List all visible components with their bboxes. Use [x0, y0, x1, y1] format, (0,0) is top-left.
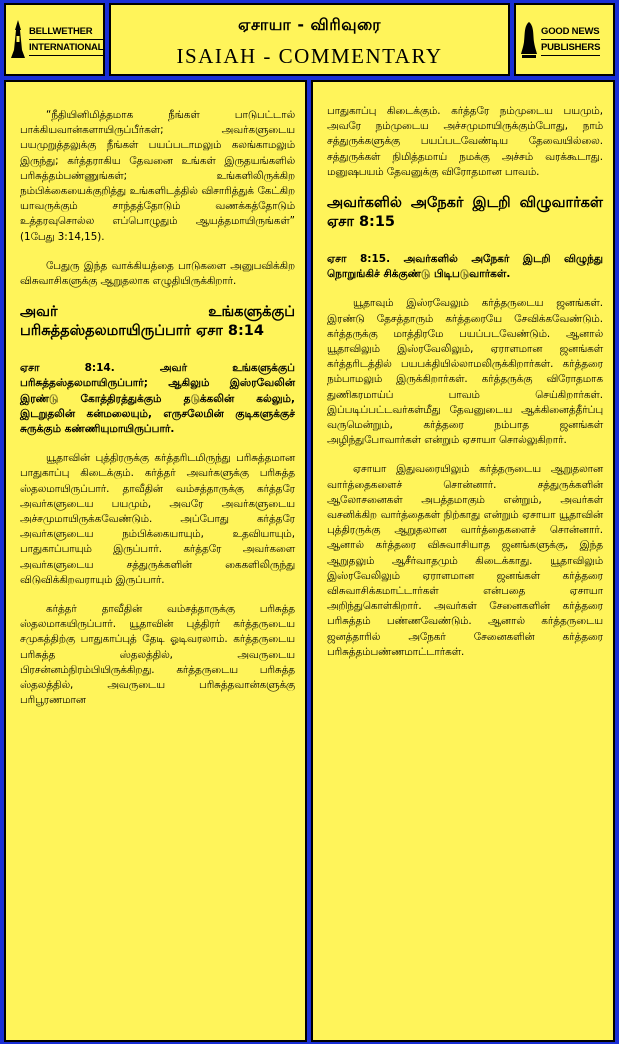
section-heading-8-14: அவர் உங்களுக்குப் பரிசுத்தஸ்தலமாயிருப்பார் ஏசா 8:14: [20, 304, 295, 340]
page-header: [109, 3, 510, 76]
commentary-paragraph: யூதாவின் புத்திரருக்கு கர்த்தரிடமிருந்து பரிசுத்தமான பாதுகாப்பு கிடைக்கும். கர்த்தர் அவர்களுக்கு பரிசுத்த ஸ்தலமாயிருப்பார். தாவீதின் வம்சத்தாருக்கு கர்த்தரே அவர்களுடைய பயமும், அவரே அவர்களுடைய அச்சமுமாயிருக்கவேண்டும். அப்போது கர்த்தரே அவர்களுடைய நம்பிக்கையாயும், உதவியாயும், பாதுகாப்பாயும் இருப்பார். கர்த்தரே அவர்களை அவர்களுடைய சத்துருக்களின் கைகளிலிருந்து விடுவிக்கிறவராயும் இருப்பார்.: [20, 452, 295, 586]
logo-right-line2: PUBLISHERS: [541, 40, 600, 56]
commentary-paragraph: ஏசாயா இதுவரையிலும் கர்த்தருடைய ஆறுதலான வார்த்தைகளைச் சொன்னார். சத்துருக்களின் ஆலோசனைகள் அபத்தமாகும் என்றும், அவர்கள் வசனிக்கிற வார்த்தைகள் நிற்காது என்றும் ஏசாயா யூதாவின் புத்திரருக்கு ஆறுதலான வார்த்தைகளைச் சொன்னார். ஆனால் கர்த்தரை விசுவாசியாத ஜனங்களுக்கு, இந்த ஆறுதலும் ஆசீர்வாதமும் கிடைக்காது. யூதாவிலும் இஸ்ரவேலிலும் ஏராளமான ஜனங்கள் கர்த்தரை விசுவாசிக்கமாட்டார்கள் என்பதை ஏசாயா அறிந்துகொள்கிறார். அவர்கள் சேனைகளின் கர்த்தரை பரிசுத்தம் பண்ணவேண்டும். ஆனால் கர்த்தருடைய ஜனத்தாரில் அநேகர் சேனைகளின் கர்த்தரை பரிசுத்தம்பண்ணமாட்டார்கள்.: [327, 463, 603, 658]
commentary-paragraph: கர்த்தர் தாவீதின் வம்சத்தாருக்கு பரிசுத்த ஸ்தலமாகயிருப்பார். யூதாவின் புத்திரர் கர்த்தருடைய சமுகத்திற்கு பாதுகாப்புத் தேடி ஓடிவரலாம். கர்த்தருடைய பரிசுத்த ஸ்தலத்தில், அவருடைய பிரசன்னம்நிரம்பியிருக்கிறது. கர்த்தருடைய பரிசுத்த ஸ்தலத்தில், அவருடைய பரிசுத்தவான்களுக்கு பரிபூரணமான: [20, 603, 295, 707]
bell-icon: [520, 20, 538, 60]
section-heading-8-15: அவர்களில் அநேகர் இடறி விழுவார்கள் ஏசா 8:15: [327, 195, 603, 231]
logo-left-line2: INTERNATIONAL: [29, 40, 103, 56]
commentary-paragraph: யூதாவும் இஸ்ரவேலும் கர்த்தருடைய ஜனங்கள். இரண்டு தேசத்தாரும் கர்த்தரையே சேவிக்கவேண்டும். கர்த்தருக்கு மாத்திரமே பயப்படவேண்டும். ஆனால் யூதாவிலும் இஸ்ரவேலிலும், ஏராளமான ஜனங்கள் கர்த்தரிடத்தில் பயபக்தியில்லாமலிருக்கிறார்கள். கர்த்தரை நம்பாமலும் இருக்கிறார்கள். கர்த்தருக்கு விரோதமாக துணிகரமாய்ப் பாவம் செய்கிறார்கள். இப்படிப்பட்டவர்கள்மீது தேவனுடைய ஆக்கினைத்தீர்ப்பு வருமென்றும், கர்த்தரை நம்பாத ஜனங்கள் அழிந்துபோவார்கள் என்றும் ஏசாயா சொல்லுகிறார்.: [327, 297, 603, 447]
intro-quote: “நீதியினிமித்தமாக நீங்கள் பாடுபட்டால் பாக்கியவான்களாயிருப்பீர்கள்; அவர்களுடைய பயமுறுத்தலுக்கு நீங்கள் பயப்படாமலும் கலங்காமலும் இருந்து; கர்த்தராகிய தேவனை உங்கள் இருதயங்களில் பரிசுத்தம்பண்ணுங்கள்; உங்களிலிருக்கிற நம்பிக்கையைக்குறித்து உங்களிடத்தில் விசாரித்துக் கேட்கிற யாவருக்கும் சாந்தத்தோடும் வணக்கத்தோடும் உத்தரவுசொல்ல எப்பொழுதும் ஆயத்தமாயிருங்கள்” (1பேது 3:14,15).: [20, 109, 295, 243]
bell-tower-icon: [10, 20, 26, 60]
verse-8-14: ஏசா 8:14. அவர் உங்களுக்குப் பரிசுத்தஸ்தலமாயிருப்பார்; ஆகிலும் இஸ்ரவேலின் இரண்டு கோத்திரத்துக்கும் தடுக்கலின் கல்லும், இடறுதலின் கன்மலையும், எருசலேமின் குடிகளுக்குச் சுருக்கும் கண்ணியுமாயிருப்பார்.: [20, 362, 295, 436]
good-news-logo: [514, 3, 615, 76]
title-english: ISAIAH - COMMENTARY: [176, 44, 443, 68]
logo-left-line1: BELLWETHER: [29, 24, 103, 40]
title-tamil: ஏசாயா - விரிவுரை: [238, 15, 381, 34]
commentary-paragraph: பாதுகாப்பு கிடைக்கும். கர்த்தரே நம்முடைய பயமும், அவரே நம்முடைய அச்சமுமாயிருக்கும்போது, நாம் சத்துருக்களுக்கு பயப்படவேண்டிய தேவையில்லை. சத்துருக்கள் நிமித்தமாய் நமக்கு அச்சம் வரக்கூடாது. மனுஷபயம் தேவனுக்கு விரோதமான பாவம்.: [327, 105, 603, 178]
verse-8-15: ஏசா 8:15. அவர்களில் அநேகர் இடறி விழுந்து நொறுங்கிச் சிக்குண்டு பிடிபடுவார்கள்.: [327, 253, 603, 281]
right-column: [311, 80, 615, 1042]
bellwether-logo: [4, 3, 105, 76]
intro-note: பேதுரு இந்த வாக்கியத்தை பாடுகளை அனுபவிக்கிற விசுவாசிகளுக்கு ஆறுதலாக எழுதியிருக்கிறார்.: [20, 259, 295, 288]
logo-right-line1: GOOD NEWS: [541, 24, 600, 40]
left-column: [4, 80, 307, 1042]
